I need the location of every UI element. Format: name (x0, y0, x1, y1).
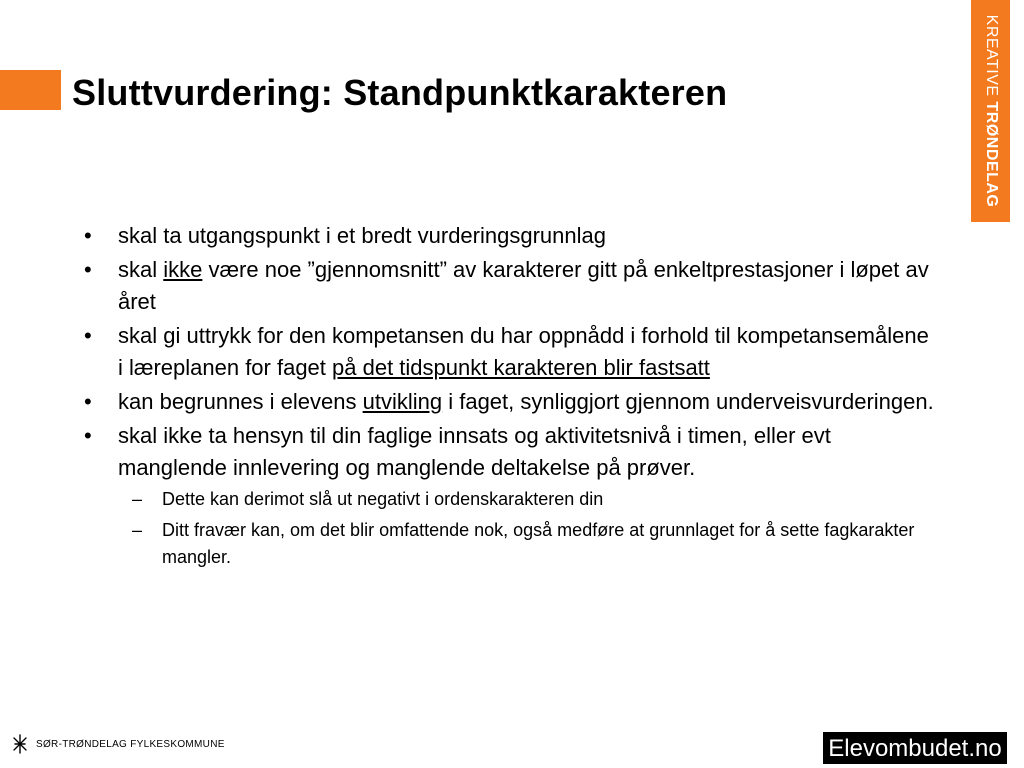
sub-bullet-text: Ditt fravær kan, om det blir omfattende nok, også medføre at grunnlaget for å sette fagkarakter mangler. (162, 520, 915, 567)
bullet-text: skal (118, 257, 164, 282)
bullet-marker: • (84, 257, 92, 282)
bullet-item (78, 420, 938, 571)
dash-marker: – (132, 489, 143, 509)
bullet-marker: • (84, 423, 92, 448)
side-tab-bold-text: TRØNDELAG (982, 101, 1000, 208)
bullet-text: skal gi uttrykk for den kompetansen du har oppnådd i forhold til kompetansemålene i læreplanen for faget (118, 323, 929, 380)
bullet-text: i faget, synliggjort gjennom underveisvurderingen. (442, 389, 934, 414)
slide-body (78, 220, 938, 575)
sub-bullet-item (118, 486, 938, 513)
bullet-text: skal ikke ta hensyn til din faglige innsats og aktivitetsnivå i timen, eller evt manglende innlevering og manglende deltakelse på prøver. (118, 423, 831, 480)
bullet-emphasis: ikke (163, 257, 203, 282)
side-tab-label (982, 15, 1000, 208)
bullet-text: skal ta utgangspunkt i et bredt vurderingsgrunnlag (118, 223, 606, 248)
sub-bullet-text: Dette kan derimot slå ut negativt i ordenskarakteren din (162, 489, 604, 509)
bullet-item (78, 320, 938, 384)
bullet-marker: • (84, 223, 92, 248)
footer-logo-text: SØR-TRØNDELAG FYLKESKOMMUNE (36, 738, 225, 750)
bullet-item (78, 386, 938, 418)
bullet-emphasis: utvikling (362, 389, 443, 414)
bullet-text: være noe ”gjennomsnitt” av karakterer gitt på enkeltprestasjoner i løpet av året (118, 257, 929, 314)
bullet-emphasis: på det tidspunkt karakteren blir fastsatt (332, 355, 710, 380)
bullet-item (78, 254, 938, 318)
watermark-label: Elevombudet.no (822, 731, 1008, 765)
bullet-marker: • (84, 389, 92, 414)
footer-logo (12, 734, 225, 754)
bullet-list (78, 220, 938, 571)
sub-bullet-list (118, 486, 938, 571)
side-tab-light-text: KREATIVE (982, 14, 1000, 102)
side-tab-brand (971, 0, 1010, 222)
dash-marker: – (132, 520, 143, 540)
star-crest-icon (12, 734, 28, 754)
title-accent-block (0, 70, 61, 110)
bullet-text: kan begrunnes i elevens (118, 389, 363, 414)
slide-title: Sluttvurdering: Standpunktkarakteren (72, 72, 728, 113)
sub-bullet-item (118, 517, 938, 571)
bullet-item (78, 220, 938, 252)
bullet-marker: • (84, 323, 92, 348)
